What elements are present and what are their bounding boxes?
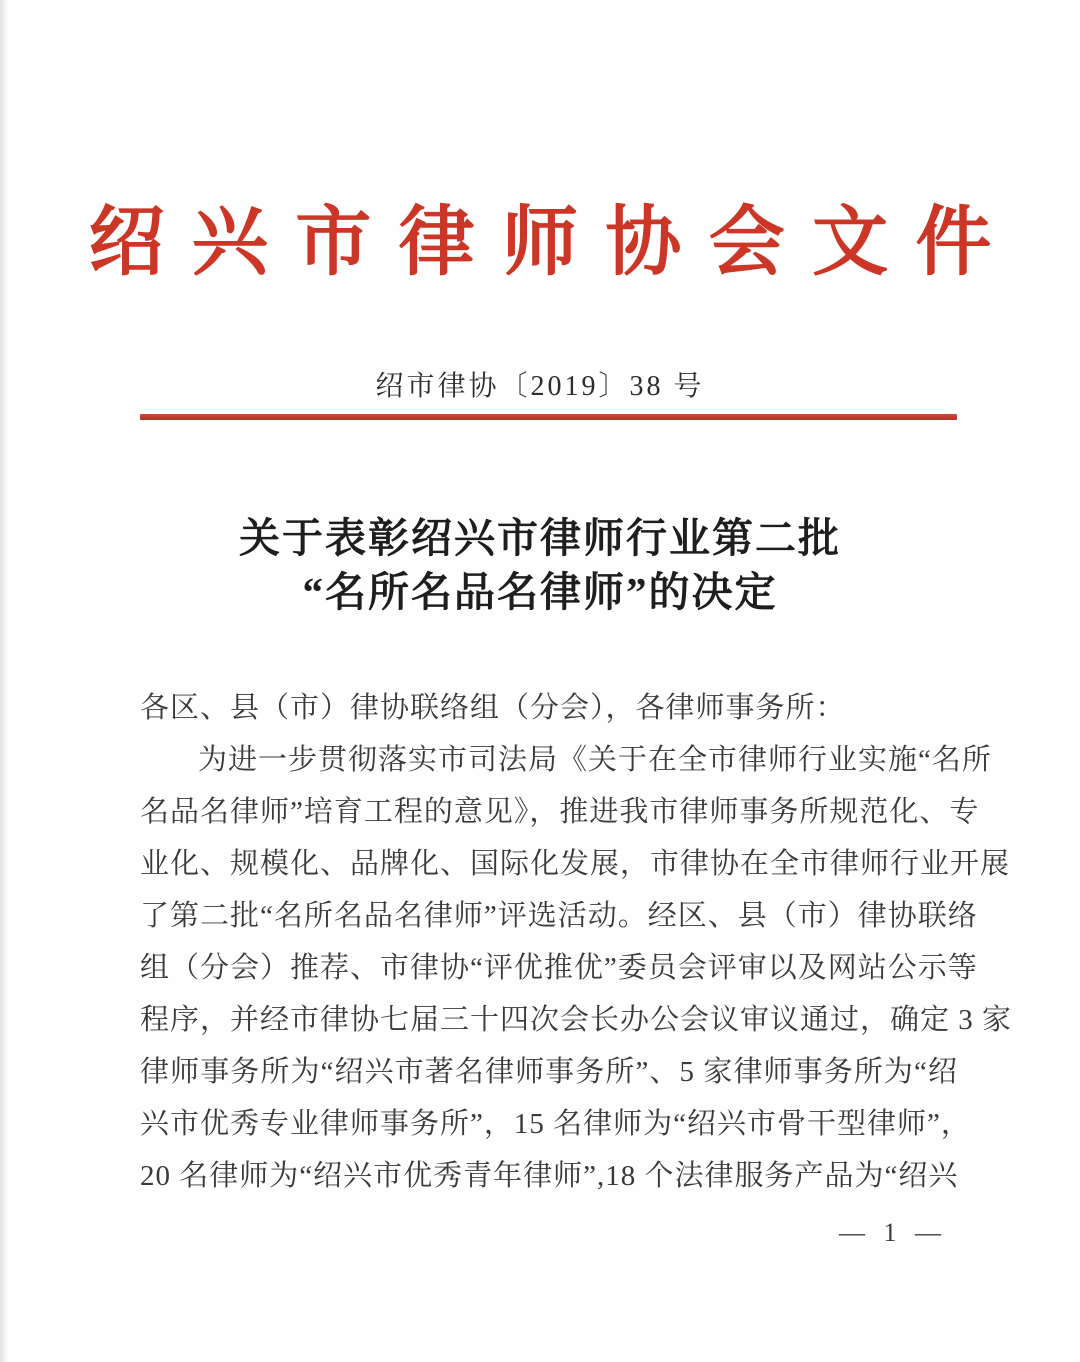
salutation-line: 各区、县（市）律协联络组（分会），各律师事务所： bbox=[140, 692, 846, 724]
body-line: 业化、规模化、品牌化、国际化发展，市律协在全市律师行业开展 bbox=[140, 848, 1011, 880]
body-line: 了第二批“名所名品名律师”评选活动。经区、县（市）律协联络 bbox=[140, 900, 978, 932]
body-line: 程序，并经市律协七届三十四次会长办公会议审议通过，确定 3 家 bbox=[140, 1004, 1013, 1036]
body-line: 名品名律师”培育工程的意见》，推进我市律师事务所规范化、专 bbox=[140, 796, 980, 828]
document-number: 绍市律协〔2019〕38 号 bbox=[375, 371, 705, 402]
document-body bbox=[140, 682, 1013, 1202]
document-title bbox=[0, 511, 1080, 619]
body-line: 兴市优秀专业律师事务所”，15 名律师为“绍兴市骨干型律师”， bbox=[140, 1108, 971, 1140]
body-line: 律师事务所为“绍兴市著名律师事务所”、5 家律师事务所为“绍 bbox=[140, 1056, 958, 1088]
body-line: 为进一步贯彻落实市司法局《关于在全市律师行业实施“名所 bbox=[198, 744, 992, 776]
body-line: 组（分会）推荐、市律协“评优推优”委员会评审以及网站公示等 bbox=[140, 952, 978, 984]
document-title-line1: 关于表彰绍兴市律师行业第二批 bbox=[239, 515, 841, 561]
red-divider-rule bbox=[140, 414, 957, 420]
org-header-title: 绍兴市律师协会文件 bbox=[88, 201, 1019, 285]
page-number: — 1 — bbox=[839, 1218, 947, 1247]
body-line: 20 名律师为“绍兴市优秀青年律师”,18 个法律服务产品为“绍兴 bbox=[140, 1160, 959, 1192]
document-title-line2: “名所名品名律师”的决定 bbox=[302, 569, 778, 615]
